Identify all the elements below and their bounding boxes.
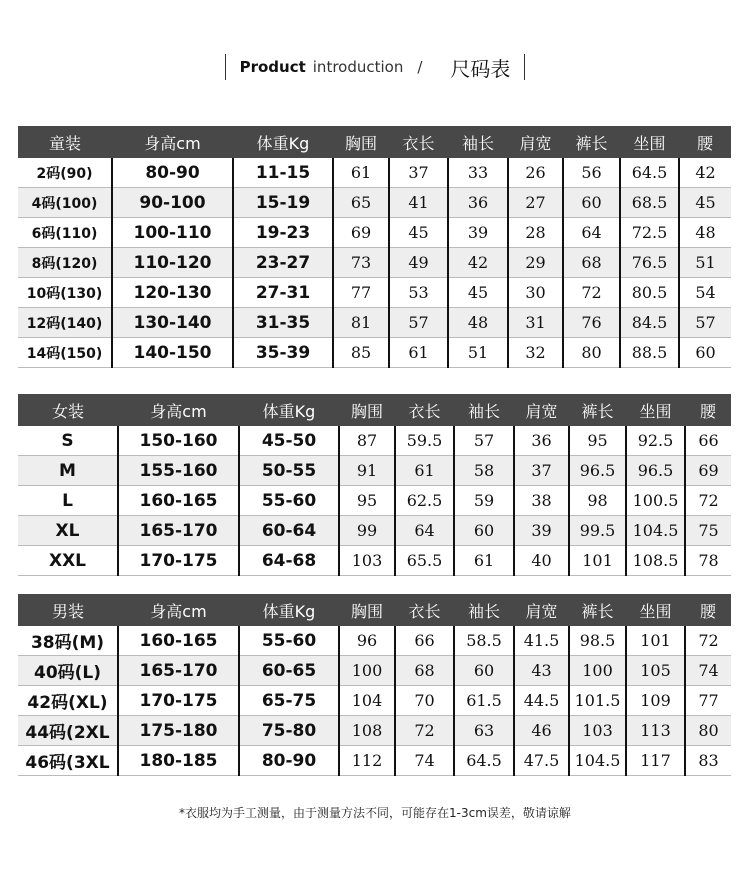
men-size-table [18,594,731,776]
table-cell: 58.5 [454,626,514,656]
table-cell: 74 [685,656,731,686]
table-cell: 113 [626,716,685,746]
table-cell: 64.5 [454,746,514,776]
page-header [0,52,750,82]
table-cell: 45-50 [239,426,339,456]
column-header: 男装 [18,594,118,626]
table-cell: 53 [389,278,448,308]
table-cell: 41.5 [514,626,569,656]
header-title [226,53,525,82]
table-cell: 99 [339,516,395,546]
column-header: 坐围 [626,394,685,426]
size-cell: 40码(L) [18,656,118,686]
table-cell: 101.5 [569,686,626,716]
table-cell: 23-27 [233,248,333,278]
table-cell: 103 [569,716,626,746]
table-cell: 87 [339,426,395,456]
table-cell: 100-110 [112,218,233,248]
size-cell: 44码(2XL [18,716,118,746]
table-cell: 56 [563,158,620,188]
table-cell: 65.5 [395,546,454,576]
size-cell: M [18,456,118,486]
table-cell: 80 [563,338,620,368]
table-cell: 60 [679,338,731,368]
table-cell: 64.5 [620,158,679,188]
table-cell: 61 [395,456,454,486]
table-cell: 39 [514,516,569,546]
table-cell: 36 [514,426,569,456]
table-cell: 51 [448,338,508,368]
size-cell: 46码(3XL [18,746,118,776]
table-cell: 55-60 [239,486,339,516]
column-header: 袖长 [454,594,514,626]
table-cell: 51 [679,248,731,278]
table-header-row [18,594,731,626]
table-cell: 57 [454,426,514,456]
table-cell: 48 [448,308,508,338]
table-cell: 64-68 [239,546,339,576]
table-cell: 39 [448,218,508,248]
column-header: 腰 [685,394,731,426]
column-header: 腰 [685,594,731,626]
table-cell: 83 [685,746,731,776]
table-cell: 64 [395,516,454,546]
size-cell: 38码(M) [18,626,118,656]
table-cell: 61 [389,338,448,368]
column-header: 裤长 [563,126,620,158]
column-header: 裤长 [569,394,626,426]
table-cell: 26 [508,158,563,188]
table-cell: 15-19 [233,188,333,218]
column-header: 身高cm [112,126,233,158]
table-cell: 140-150 [112,338,233,368]
kids-size-table [18,126,731,368]
table-cell: 165-170 [118,656,239,686]
column-header: 胸围 [333,126,389,158]
table-cell: 88.5 [620,338,679,368]
table-cell: 35-39 [233,338,333,368]
table-cell: 101 [569,546,626,576]
table-cell: 65-75 [239,686,339,716]
header-size-chart-title: 尺码表 [450,56,511,81]
table-row [18,308,731,338]
column-header: 肩宽 [514,394,569,426]
header-introduction-label: introduction [312,58,404,76]
table-cell: 99.5 [569,516,626,546]
table-cell: 69 [333,218,389,248]
table-cell: 55-60 [239,626,339,656]
table-cell: 38 [514,486,569,516]
table-cell: 57 [679,308,731,338]
table-cell: 42 [679,158,731,188]
table-cell: 160-165 [118,626,239,656]
table-cell: 100 [569,656,626,686]
column-header: 袖长 [454,394,514,426]
table-cell: 40 [514,546,569,576]
table-cell: 27 [508,188,563,218]
table-cell: 59.5 [395,426,454,456]
table-cell: 104 [339,686,395,716]
table-row [18,456,731,486]
table-cell: 47.5 [514,746,569,776]
table-cell: 96.5 [569,456,626,486]
size-cell: XL [18,516,118,546]
table-cell: 100 [339,656,395,686]
table-cell: 59 [454,486,514,516]
table-cell: 62.5 [395,486,454,516]
table-row [18,516,731,546]
table-cell: 104.5 [626,516,685,546]
table-row [18,746,731,776]
table-row [18,656,731,686]
size-cell: S [18,426,118,456]
table-cell: 120-130 [112,278,233,308]
table-cell: 180-185 [118,746,239,776]
table-row [18,218,731,248]
table-cell: 68 [395,656,454,686]
table-cell: 75 [685,516,731,546]
table-cell: 85 [333,338,389,368]
table-header-row [18,126,731,158]
header-slash: / [417,58,423,76]
table-cell: 112 [339,746,395,776]
table-header-row [18,394,731,426]
table-row [18,158,731,188]
table-cell: 100.5 [626,486,685,516]
table-cell: 72 [685,486,731,516]
table-row [18,626,731,656]
size-cell: 42码(XL) [18,686,118,716]
size-cell: 2码(90) [18,158,112,188]
table-cell: 11-15 [233,158,333,188]
column-header: 裤长 [569,594,626,626]
table-cell: 41 [389,188,448,218]
table-cell: 45 [448,278,508,308]
table-cell: 32 [508,338,563,368]
table-cell: 60 [454,656,514,686]
table-cell: 44.5 [514,686,569,716]
table-cell: 68 [563,248,620,278]
table-cell: 91 [339,456,395,486]
table-cell: 96 [339,626,395,656]
size-cell: L [18,486,118,516]
table-row [18,426,731,456]
table-cell: 81 [333,308,389,338]
table-cell: 60-65 [239,656,339,686]
table-cell: 29 [508,248,563,278]
column-header: 身高cm [118,594,239,626]
table-cell: 63 [454,716,514,746]
table-cell: 170-175 [118,686,239,716]
table-cell: 31 [508,308,563,338]
table-cell: 42 [448,248,508,278]
table-cell: 48 [679,218,731,248]
table-cell: 50-55 [239,456,339,486]
table-cell: 110-120 [112,248,233,278]
column-header: 坐围 [626,594,685,626]
table-cell: 98 [569,486,626,516]
table-cell: 96.5 [626,456,685,486]
table-cell: 117 [626,746,685,776]
column-header: 腰 [679,126,731,158]
table-cell: 33 [448,158,508,188]
table-cell: 61 [333,158,389,188]
size-cell: 6码(110) [18,218,112,248]
header-right-divider [524,54,525,80]
table-cell: 72 [395,716,454,746]
table-cell: 61.5 [454,686,514,716]
table-cell: 80-90 [239,746,339,776]
table-cell: 90-100 [112,188,233,218]
table-cell: 45 [679,188,731,218]
table-cell: 65 [333,188,389,218]
table-cell: 78 [685,546,731,576]
table-row [18,486,731,516]
table-cell: 77 [333,278,389,308]
table-cell: 98.5 [569,626,626,656]
table-cell: 77 [685,686,731,716]
size-cell: 14码(150) [18,338,112,368]
size-cell: XXL [18,546,118,576]
table-cell: 76 [563,308,620,338]
table-cell: 30 [508,278,563,308]
table-cell: 49 [389,248,448,278]
size-cell: 10码(130) [18,278,112,308]
table-cell: 80.5 [620,278,679,308]
table-cell: 103 [339,546,395,576]
table-cell: 64 [563,218,620,248]
table-cell: 19-23 [233,218,333,248]
table-cell: 155-160 [118,456,239,486]
column-header: 肩宽 [508,126,563,158]
table-cell: 70 [395,686,454,716]
table-cell: 37 [514,456,569,486]
table-row [18,546,731,576]
table-row [18,686,731,716]
table-cell: 74 [395,746,454,776]
table-cell: 60-64 [239,516,339,546]
table-cell: 69 [685,456,731,486]
column-header: 体重Kg [239,594,339,626]
table-cell: 36 [448,188,508,218]
table-row [18,248,731,278]
table-cell: 108 [339,716,395,746]
table-cell: 60 [454,516,514,546]
women-size-table [18,394,731,576]
table-row [18,338,731,368]
table-cell: 27-31 [233,278,333,308]
table-cell: 170-175 [118,546,239,576]
table-cell: 68.5 [620,188,679,218]
table-cell: 37 [389,158,448,188]
table-cell: 60 [563,188,620,218]
column-header: 坐围 [620,126,679,158]
column-header: 胸围 [339,594,395,626]
table-cell: 105 [626,656,685,686]
table-cell: 72.5 [620,218,679,248]
table-cell: 165-170 [118,516,239,546]
measurement-footnote: *衣服均为手工测量，由于测量方法不同，可能存在1-3cm误差，敬请谅解 [179,806,571,820]
table-cell: 104.5 [569,746,626,776]
table-cell: 61 [454,546,514,576]
column-header: 女装 [18,394,118,426]
table-cell: 28 [508,218,563,248]
column-header: 衣长 [389,126,448,158]
table-cell: 58 [454,456,514,486]
table-cell: 66 [395,626,454,656]
column-header: 童装 [18,126,112,158]
table-cell: 46 [514,716,569,746]
size-cell: 12码(140) [18,308,112,338]
table-row [18,278,731,308]
table-row [18,188,731,218]
column-header: 体重Kg [233,126,333,158]
table-cell: 66 [685,426,731,456]
size-cell: 4码(100) [18,188,112,218]
column-header: 胸围 [339,394,395,426]
column-header: 体重Kg [239,394,339,426]
table-row [18,716,731,746]
table-cell: 175-180 [118,716,239,746]
column-header: 衣长 [395,394,454,426]
table-cell: 108.5 [626,546,685,576]
table-cell: 84.5 [620,308,679,338]
table-cell: 95 [339,486,395,516]
table-cell: 101 [626,626,685,656]
table-cell: 73 [333,248,389,278]
table-cell: 150-160 [118,426,239,456]
column-header: 袖长 [448,126,508,158]
table-cell: 43 [514,656,569,686]
table-cell: 130-140 [112,308,233,338]
column-header: 衣长 [395,594,454,626]
header-product-label: Product [239,58,306,76]
table-cell: 80 [685,716,731,746]
table-cell: 160-165 [118,486,239,516]
table-cell: 109 [626,686,685,716]
table-cell: 45 [389,218,448,248]
table-cell: 92.5 [626,426,685,456]
size-cell: 8码(120) [18,248,112,278]
table-cell: 76.5 [620,248,679,278]
table-cell: 95 [569,426,626,456]
column-header: 身高cm [118,394,239,426]
table-cell: 80-90 [112,158,233,188]
column-header: 肩宽 [514,594,569,626]
table-cell: 54 [679,278,731,308]
table-cell: 72 [563,278,620,308]
table-cell: 31-35 [233,308,333,338]
table-cell: 72 [685,626,731,656]
table-cell: 75-80 [239,716,339,746]
table-cell: 57 [389,308,448,338]
